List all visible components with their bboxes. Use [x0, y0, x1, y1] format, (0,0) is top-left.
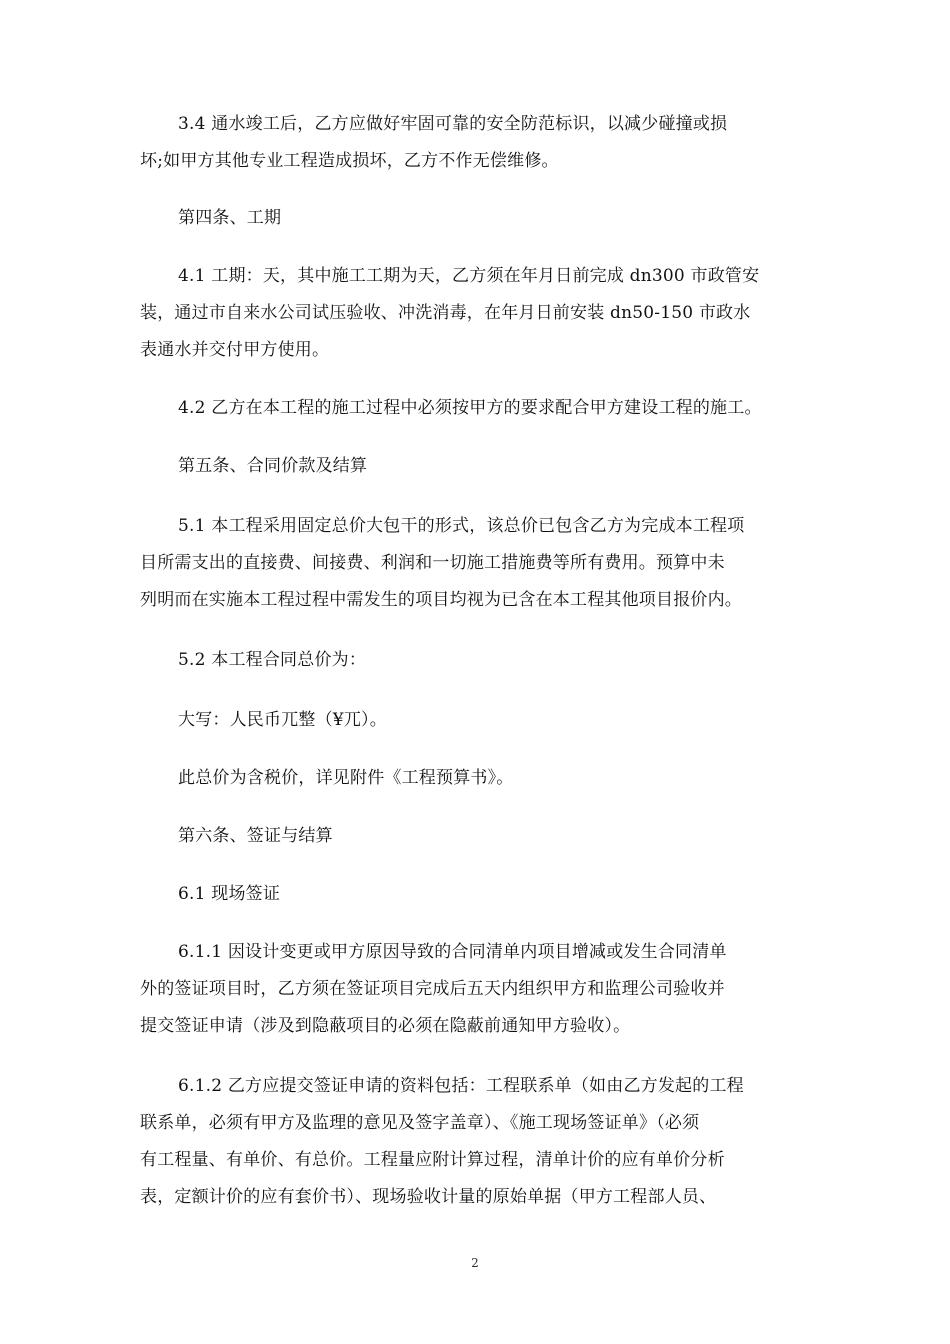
- text-line: 有工程量、有单价、有总价。工程量应附计算过程，清单计价的应有单价分析: [140, 1150, 725, 1170]
- text-line: 联系单，必须有甲方及监理的意见及签字盖章）、《施工现场签证单》（必须: [140, 1113, 700, 1133]
- paragraph-4-1: [140, 258, 820, 369]
- page-number: 2: [471, 1256, 479, 1270]
- text-line: 坏;如甲方其他专业工程造成损坏，乙方不作无偿维修。: [140, 151, 559, 171]
- paragraph-5-1: [140, 508, 820, 619]
- paragraph-3-4: [140, 106, 820, 180]
- text-line: 大写：人民币兀整（¥兀）。: [178, 710, 387, 730]
- text-line: 4.2 乙方在本工程的施工过程中必须按甲方的要求配合甲方建设工程的施工。: [178, 398, 762, 418]
- text-line: 此总价为含税价，详见附件《工程预算书》。: [178, 768, 514, 788]
- heading-article-5: [140, 448, 820, 485]
- paragraph-amount-words: [140, 702, 820, 739]
- paragraph-5-2: [140, 642, 820, 679]
- text-line: 5.2 本工程合同总价为：: [178, 650, 367, 670]
- text-line: 6.1.2 乙方应提交签证申请的资料包括：工程联系单（如由乙方发起的工程: [178, 1076, 744, 1096]
- text-line: 4.1 工期：天，其中施工工期为天，乙方须在年月日前完成 dn300 市政管安: [178, 266, 760, 286]
- text-line: 5.1 本工程采用固定总价大包干的形式，该总价已包含乙方为完成本工程项: [178, 516, 745, 536]
- paragraph-6-1: [140, 876, 820, 913]
- text-line: 6.1.1 因设计变更或甲方原因导致的合同清单内项目增减或发生合同清单: [178, 942, 727, 962]
- text-line: 表，定额计价的应有套价书）、现场验收计量的原始单据（甲方工程部人员、: [140, 1187, 717, 1207]
- section-heading: 第四条、工期: [178, 208, 282, 228]
- paragraph-6-1-1: [140, 934, 820, 1045]
- heading-article-6: [140, 818, 820, 855]
- text-line: 提交签证申请（涉及到隐蔽项目的必须在隐蔽前通知甲方验收）。: [140, 1016, 631, 1036]
- paragraph-tax-note: [140, 760, 820, 797]
- section-heading: 第六条、签证与结算: [178, 826, 333, 846]
- text-line: 列明而在实施本工程过程中需发生的项目均视为已含在本工程其他项目报价内。: [140, 590, 742, 610]
- text-line: 外的签证项目时，乙方须在签证项目完成后五天内组织甲方和监理公司验收并: [140, 979, 725, 999]
- text-line: 装，通过市自来水公司试压验收、冲洗消毒，在年月日前安装 dn50-150 市政水: [140, 303, 751, 323]
- paragraph-4-2: [140, 390, 820, 427]
- text-line: 表通水并交付甲方使用。: [140, 340, 330, 360]
- paragraph-6-1-2: [140, 1068, 820, 1216]
- text-line: 目所需支出的直接费、间接费、利润和一切施工措施费等所有费用。预算中未: [140, 553, 725, 573]
- section-heading: 第五条、合同价款及结算: [178, 456, 368, 476]
- text-line: 6.1 现场签证: [178, 884, 281, 904]
- heading-article-4: [140, 200, 820, 237]
- text-line: 3.4 通水竣工后，乙方应做好牢固可靠的安全防范标识，以减少碰撞或损: [178, 114, 728, 134]
